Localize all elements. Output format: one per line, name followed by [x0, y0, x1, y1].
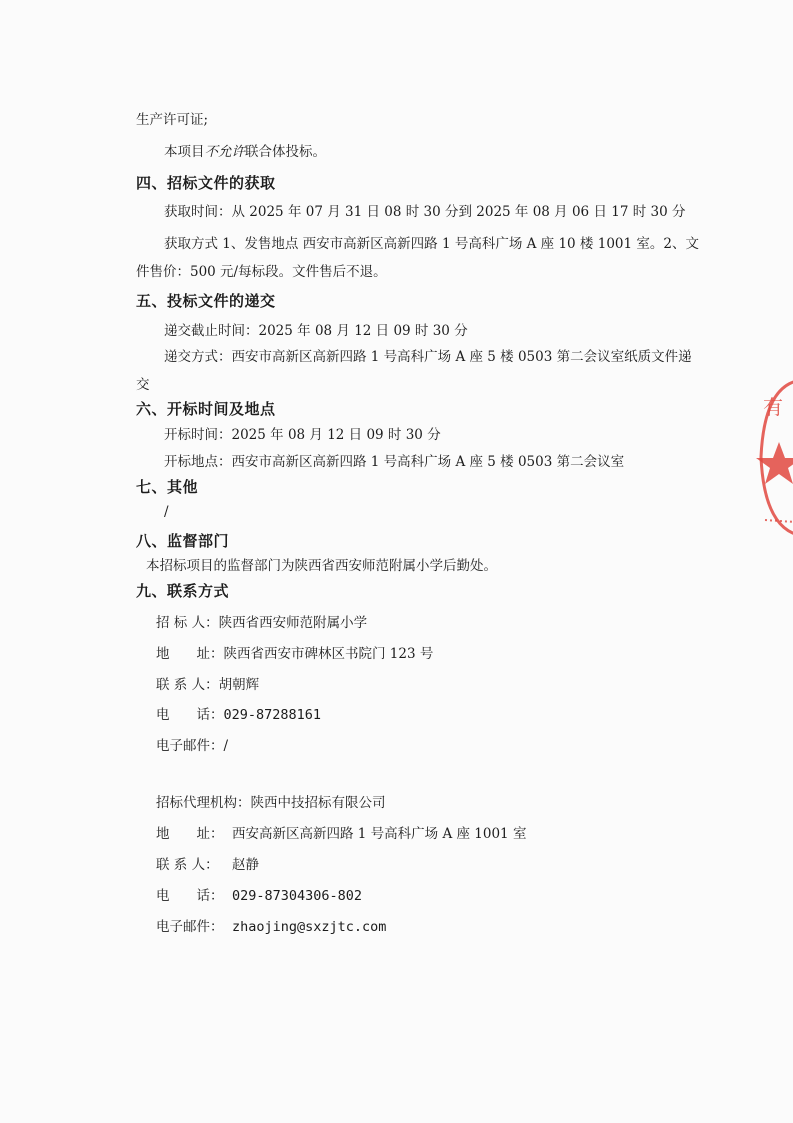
agency-email-row	[156, 918, 386, 936]
tenderer-label: 招 标 人：	[156, 615, 219, 631]
agency-contact-row	[156, 856, 259, 874]
agency-phone-value: 029-87304306-802	[232, 888, 363, 904]
contact-label: 联 系 人：	[156, 677, 219, 693]
phone-value: 029-87288161	[223, 707, 322, 723]
agency-label: 招标代理机构：	[156, 795, 251, 811]
consortium-pre: 本项目	[164, 144, 205, 160]
agency-email-label: 电子邮件：	[156, 919, 224, 935]
agency-address-label: 地 址：	[156, 826, 224, 842]
tenderer-value: 陕西省西安师范附属小学	[218, 615, 368, 631]
agency-address-row	[156, 825, 526, 843]
consortium-not-allowed: 不允许	[204, 144, 245, 160]
tenderer-phone-row	[156, 706, 321, 724]
seal-star-icon	[756, 442, 793, 484]
agency-phone-row	[156, 887, 362, 905]
agency-address-value: 西安高新区高新四路 1 号高科广场 A 座 1001 室	[232, 826, 527, 842]
supervision-content: 本招标项目的监督部门为陕西省西安师范附属小学后勤处。	[146, 558, 497, 574]
acquisition-method-line1: 获取方式 1、发售地点 西安市高新区高新四路 1 号高科广场 A 座 10 楼 1001 室。2、文	[164, 236, 699, 252]
email-label: 电子邮件：	[156, 738, 224, 754]
agency-value: 陕西中技招标有限公司	[250, 795, 386, 811]
continued-text: 生产许可证;	[136, 112, 209, 128]
submission-method-line2: 交	[136, 377, 150, 393]
submission-deadline: 递交截止时间：2025 年 08 月 12 日 09 时 30 分	[164, 323, 468, 339]
section-4-heading: 四、招标文件的获取	[136, 174, 276, 192]
email-value: /	[223, 738, 229, 754]
section-8-heading: 八、监督部门	[136, 532, 230, 550]
section-5-heading: 五、投标文件的递交	[136, 292, 276, 310]
other-content: /	[164, 504, 169, 520]
tenderer-email-row	[156, 737, 228, 755]
consortium-post: 联合体投标。	[245, 144, 326, 160]
tenderer-name-row	[156, 614, 367, 632]
section-6-heading: 六、开标时间及地点	[136, 400, 276, 418]
agency-name-row	[156, 794, 386, 812]
consortium-note	[164, 143, 326, 161]
tenderer-address-row	[156, 645, 433, 663]
red-seal-stamp	[745, 372, 793, 542]
address-label: 地 址：	[156, 646, 224, 662]
submission-method-line1: 递交方式：西安市高新区高新四路 1 号高科广场 A 座 5 楼 0503 第二会议室纸质文件递	[164, 349, 692, 365]
agency-email-value: zhaojing@sxzjtc.com	[232, 919, 387, 935]
contact-value: 胡朝辉	[218, 677, 260, 693]
opening-place: 开标地点：西安市高新区高新四路 1 号高科广场 A 座 5 楼 0503 第二会议室	[164, 454, 625, 470]
agency-contact-label: 联 系 人：	[156, 857, 219, 873]
agency-contact-value: 赵静	[232, 857, 259, 873]
section-9-heading: 九、联系方式	[136, 582, 230, 600]
acquisition-time: 获取时间：从 2025 年 07 月 31 日 08 时 30 分到 2025 年 08 月 06 日 17 时 30 分	[164, 204, 686, 220]
section-7-heading: 七、其他	[136, 478, 199, 496]
seal-glyph: 有	[763, 395, 783, 419]
phone-label: 电 话：	[156, 707, 224, 723]
acquisition-method-line2: 件售价：500 元/每标段。文件售后不退。	[136, 264, 387, 280]
tenderer-contact-row	[156, 676, 259, 694]
address-value: 陕西省西安市碑林区书院门 123 号	[223, 646, 434, 662]
agency-phone-label: 电 话：	[156, 888, 224, 904]
opening-time: 开标时间：2025 年 08 月 12 日 09 时 30 分	[164, 427, 441, 443]
